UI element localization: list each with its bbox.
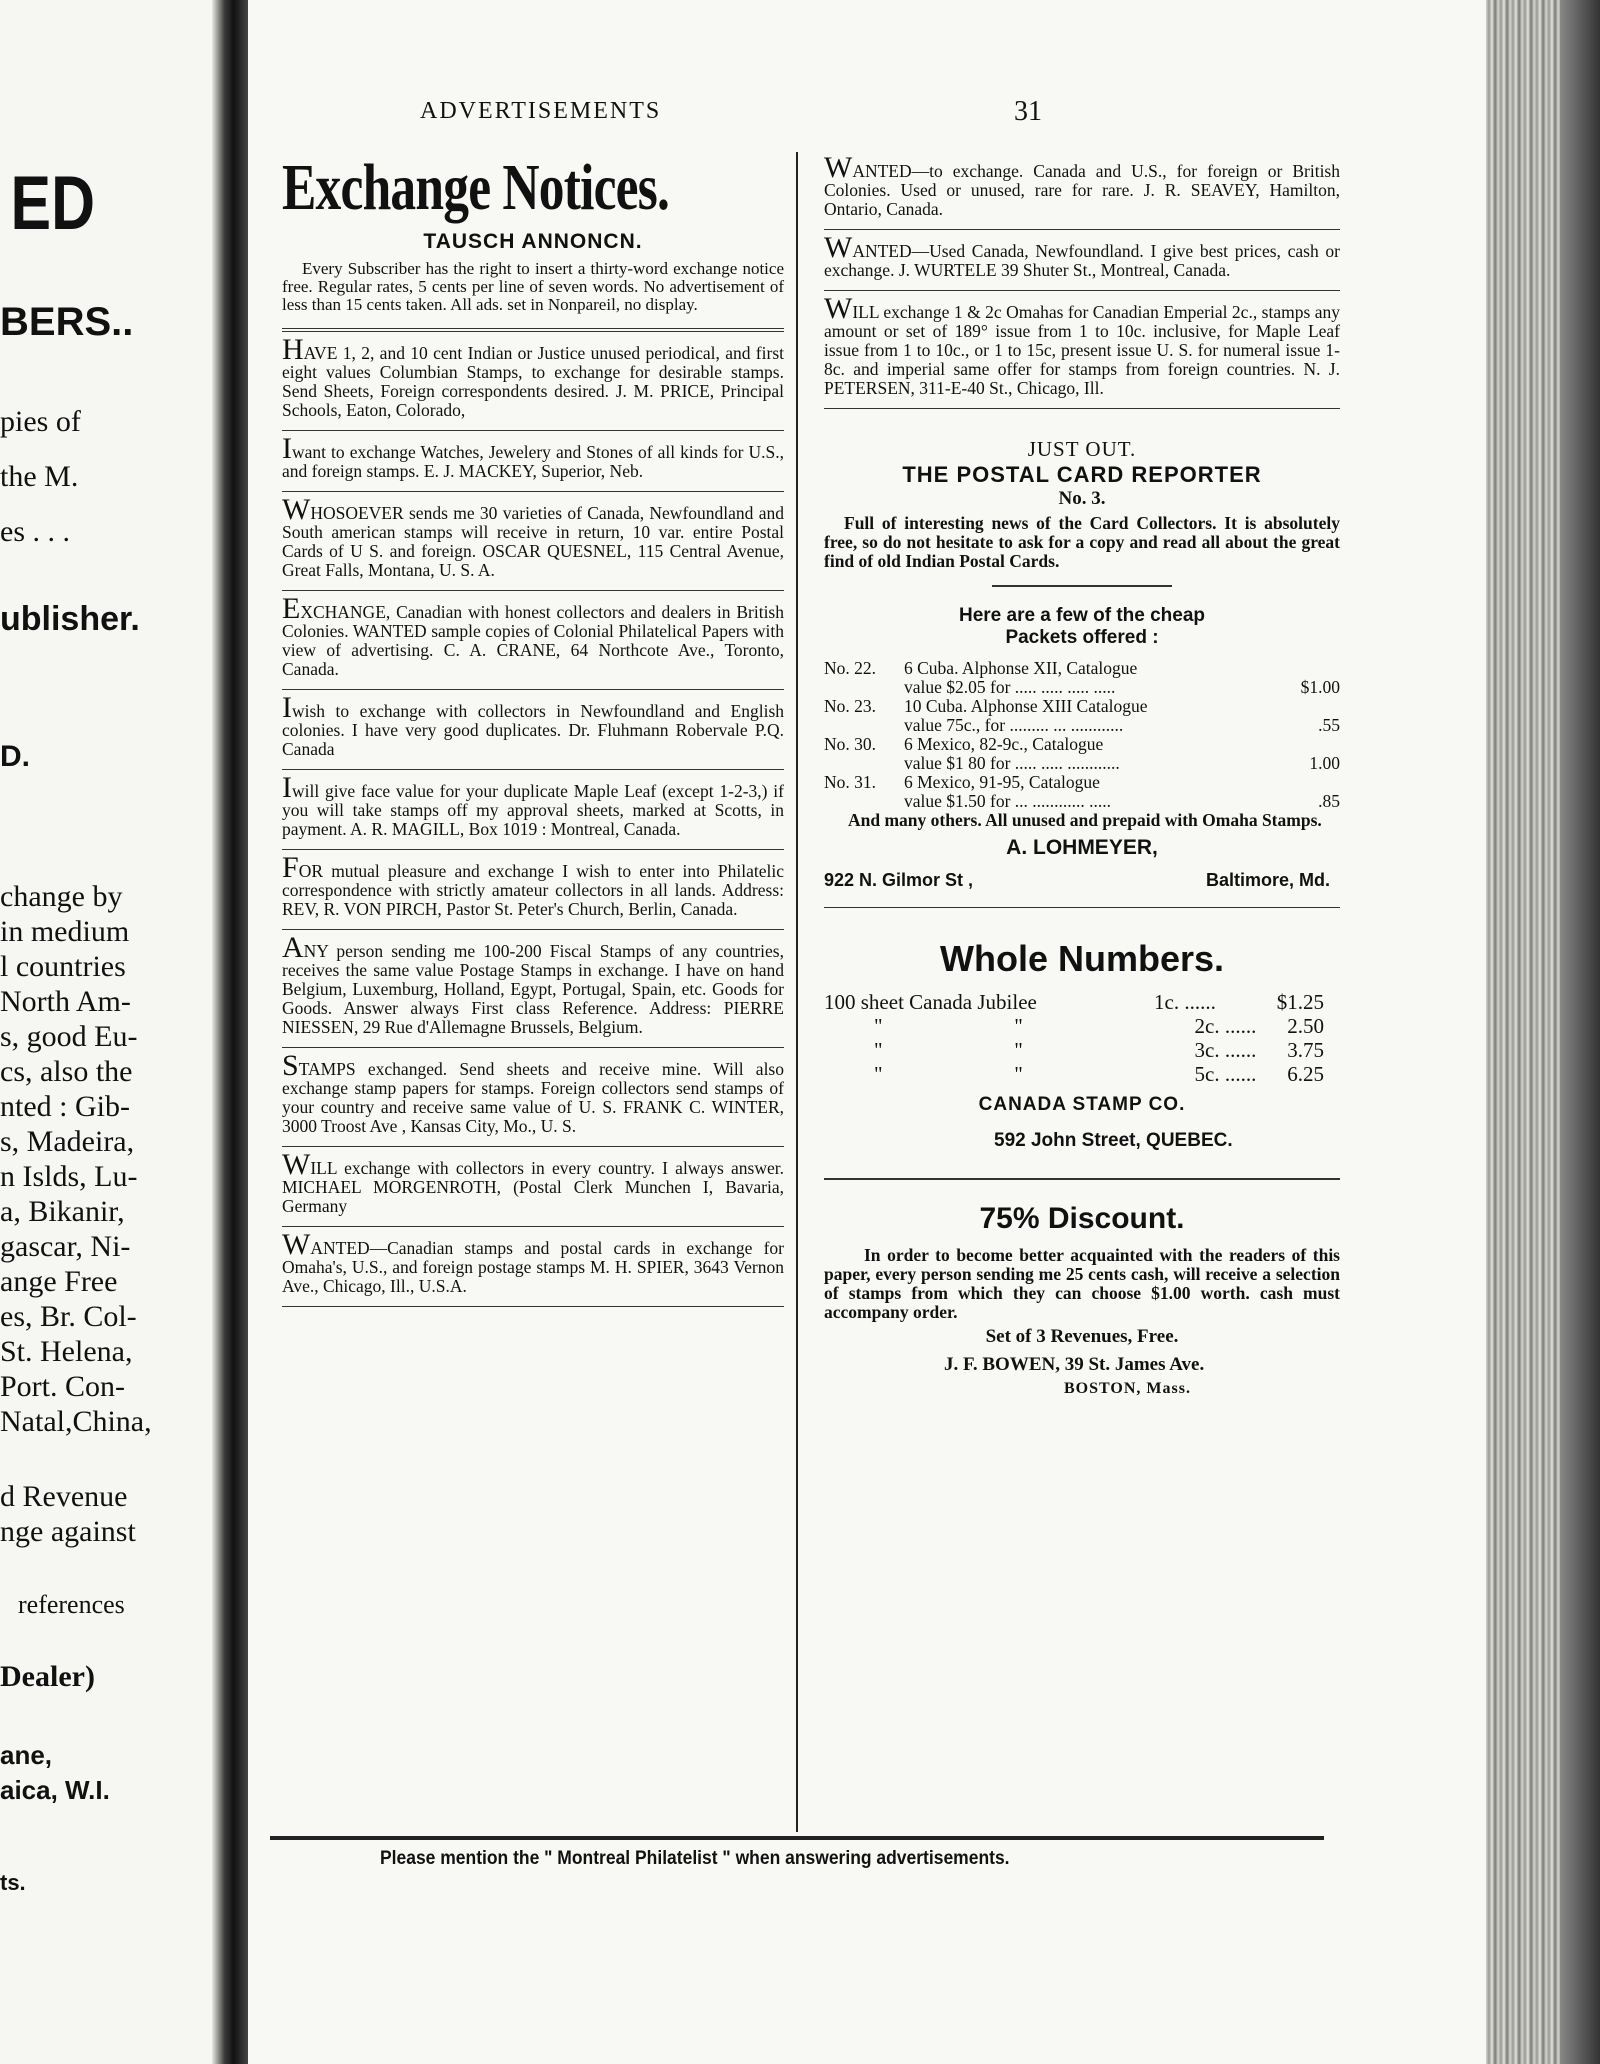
left-page-fragment: gascar, Ni- xyxy=(0,1230,131,1263)
packet-number: No. 30. xyxy=(824,733,877,754)
left-page-fragment: D. xyxy=(0,740,30,773)
left-page-fragment: BERS.. xyxy=(0,300,134,344)
left-page-fragment: the M. xyxy=(0,460,79,493)
lohmeyer-address-row xyxy=(824,870,1340,891)
whole-numbers-title: Whole Numbers. xyxy=(939,937,1225,979)
lohmeyer-name: A. LOHMEYER, xyxy=(1006,835,1158,859)
spacer xyxy=(824,716,904,735)
left-ad xyxy=(282,930,784,1048)
left-page-fragment: s, Madeira, xyxy=(0,1125,135,1158)
bowen-city: BOSTON, Mass. xyxy=(1064,1379,1191,1397)
packet-value-row xyxy=(824,678,1340,697)
left-page-fragment: St. Helena, xyxy=(0,1335,133,1368)
ad-initial-letter: A xyxy=(282,931,304,964)
ad-initial-letter: W xyxy=(824,231,853,264)
left-ad xyxy=(282,431,784,492)
column-divider xyxy=(796,152,798,1832)
packet-value: value $1 80 for ..... ..... ............ xyxy=(904,752,1120,773)
packet-price: .85 xyxy=(1318,790,1340,811)
running-header: ADVERTISEMENTS xyxy=(420,98,662,124)
ad-initial-letter: E xyxy=(282,592,301,625)
jubilee-price: 2.50 xyxy=(1287,1013,1324,1038)
bowen-name: J. F. BOWEN, 39 St. James Ave. xyxy=(944,1353,1205,1375)
exchange-notices-title: Exchange Notices. xyxy=(282,151,670,224)
left-page-fragment: s, good Eu- xyxy=(0,1020,138,1053)
ad-initial-letter: F xyxy=(282,851,299,884)
left-page-fragment: Dealer) xyxy=(0,1660,95,1693)
packet-price: $1.00 xyxy=(1300,676,1340,697)
left-page-fragment: Port. Con- xyxy=(0,1370,126,1403)
packet-price: .55 xyxy=(1318,714,1340,735)
ad-initial-letter: S xyxy=(282,1049,299,1082)
discount-ad xyxy=(824,1202,1340,1398)
jubilee-row xyxy=(824,990,1340,1014)
ad-text: ANTED—to exchange. Canada and U.S., for foreign or British Colonies. Used or unused, rare for rare. J. R. SEAVEY, Hamilton, Ontario, Canada. xyxy=(824,161,1340,219)
whole-numbers-ad xyxy=(824,938,1340,1180)
left-column xyxy=(282,150,784,1307)
lohmeyer-city: Baltimore, Md. xyxy=(1205,869,1330,890)
packets-list xyxy=(824,659,1340,811)
packet-value-row xyxy=(824,792,1340,811)
left-ad xyxy=(282,850,784,930)
left-page-fragment: nted : Gib- xyxy=(0,1090,130,1123)
ad-initial-letter: W xyxy=(824,151,853,184)
packet-value: value $1.50 for ... ............ ..... xyxy=(904,790,1112,811)
jubilee-price-list xyxy=(824,990,1340,1086)
left-ads-list xyxy=(282,332,784,1307)
packet-description: 6 Mexico, 91-95, Catalogue xyxy=(904,771,1100,792)
jubilee-value: 1c. ...... xyxy=(1154,989,1216,1014)
left-ad xyxy=(282,1147,784,1227)
left-page-fragment: in medium xyxy=(0,915,130,948)
jubilee-value: 5c. ...... xyxy=(1194,1061,1257,1086)
revenues-offer: Set of 3 Revenues, Free. xyxy=(985,1325,1179,1347)
jubilee-price: $1.25 xyxy=(1276,989,1324,1014)
ad-text: HOSOEVER sends me 30 varieties of Canada, Newfoundland and South american stamps will receive in return, 10 var. entire Postal Cards of U S. and foreign. OSCAR QUESNEL, 115 Central Avenue, Great Falls, Montana, U. S. A. xyxy=(282,503,784,580)
ad-text: want to exchange Watches, Jewelery and Stones of all kinds for U.S., and foreign stamps. E. J. MACKEY, Superior, Neb. xyxy=(282,442,784,481)
left-page-fragment: aica, W.I. xyxy=(0,1775,110,1805)
postal-card-reporter-ad xyxy=(824,409,1340,908)
postal-card-reporter-title: THE POSTAL CARD REPORTER xyxy=(902,462,1262,487)
left-page-fragment: ED xyxy=(10,161,96,246)
left-page-fragment: es . . . xyxy=(0,515,70,548)
left-facing-page xyxy=(0,0,212,2064)
left-page-fragment: es, Br. Col- xyxy=(0,1300,137,1333)
packet-description: 6 Cuba. Alphonse XII, Catalogue xyxy=(904,657,1138,678)
jubilee-value: 3c. ...... xyxy=(1194,1037,1257,1062)
left-page-fragment: Natal,China, xyxy=(0,1405,152,1438)
ad-text: ILL exchange with collectors in every country. I always answer. MICHAEL MORGENROTH, (Postal Clerk Munchen I, Bavaria, Germany xyxy=(282,1158,784,1216)
packet-number: No. 31. xyxy=(824,771,877,792)
just-out-heading: JUST OUT. xyxy=(1027,437,1137,461)
ad-text: ILL exchange 1 & 2c Omahas for Canadian Emperial 2c., stamps any amount or set of 189° issue from 1 to 10c. inclusive, for Maple Leaf issue from 1 to 10c., or 1 to 15c, present issue U. S. for numeral issue 1-8c. and imperial same offer for stamps from foreign countries. N. J. PETERSEN, 311-E-40 St., Chicago, Ill. xyxy=(824,302,1340,398)
left-page-fragment: ublisher. xyxy=(0,600,140,638)
packet-number: No. 22. xyxy=(824,657,877,678)
packet-value: value 75c., for ......... ... ............ xyxy=(904,714,1124,735)
book-cover-edge xyxy=(1560,0,1600,2064)
packets-closing: And many others. All unused and prepaid with Omaha Stamps. xyxy=(848,809,1322,830)
short-rule xyxy=(992,585,1172,587)
ad-text: wish to exchange with collectors in Newfoundland and English colonies. I have very good duplicates. Dr. Fluhmann Robervale P.Q. Canada xyxy=(282,701,784,759)
ad-initial-letter: I xyxy=(282,771,292,804)
ad-text: ANTED—Canadian stamps and postal cards in exchange for Omaha's, U.S., and foreign postage stamps M. H. SPIER, 3643 Vernon Ave., Chicago, Ill., U.S.A. xyxy=(282,1238,784,1296)
jubilee-item: " xyxy=(874,1013,883,1038)
ad-text: XCHANGE, Canadian with honest collectors and dealers in British Colonies. WANTED sample copies of Colonial Philatelical Papers with view of advertising. C. A. CRANE, 64 Northcote Ave., Toronto, Canada. xyxy=(282,602,784,679)
right-ad xyxy=(824,150,1340,230)
left-ad xyxy=(282,690,784,770)
left-page-fragment: ts. xyxy=(0,1870,26,1895)
packet-value: value $2.05 for ..... ..... ..... ..... xyxy=(904,676,1116,697)
ad-text: NY person sending me 100-200 Fiscal Stamps of any countries, receives the same value Postage Stamps in exchange. I have on hand Belgium, Luxemburg, Holland, Egypt, Portugal, Spain, etc. Goods for Goods. Answer always First class Reference. Address: PIERRE NIESSEN, 29 Rue d'Allemagne Brussels, Belgium. xyxy=(282,941,784,1037)
ad-text: AVE 1, 2, and 10 cent Indian or Justice unused periodical, and first eight values Columbian Stamps, to exchange for desirable stamps. Send Sheets, Foreign correspondents desired. J. M. PRICE, Principal Schools, Eaton, Colorado, xyxy=(282,343,784,420)
left-ad xyxy=(282,1227,784,1307)
jubilee-item: " xyxy=(874,1061,883,1086)
left-ad xyxy=(282,591,784,690)
canada-stamp-co: CANADA STAMP CO. xyxy=(978,1093,1186,1115)
left-ad xyxy=(282,1048,784,1147)
ad-initial-letter: I xyxy=(282,691,292,724)
issue-number: No. 3. xyxy=(1058,488,1106,509)
packet-description: 6 Mexico, 82-9c., Catalogue xyxy=(904,733,1104,754)
left-page-fragment: l countries xyxy=(0,950,126,983)
left-page-fragment: cs, also the xyxy=(0,1055,133,1088)
spacer xyxy=(824,754,904,773)
left-page-fragment: references xyxy=(18,1590,125,1619)
ad-text: ANTED—Used Canada, Newfoundland. I give best prices, cash or exchange. J. WURTELE 39 Shuter St., Montreal, Canada. xyxy=(824,241,1340,280)
left-page-fragment: a, Bikanir, xyxy=(0,1195,125,1228)
left-page-fragment: North Am- xyxy=(0,985,131,1018)
packet-number: No. 23. xyxy=(824,695,877,716)
jubilee-row xyxy=(824,1062,1340,1086)
left-ad xyxy=(282,492,784,591)
exchange-intro: Every Subscriber has the right to insert a thirty-word exchange notice free. Regular rates, 5 cents per line of seven words. No advertisement of less than 15 cents taken. All ads. set in Nonpareil, no display. xyxy=(282,260,784,332)
book-gutter xyxy=(212,0,248,2064)
page-number: 31 xyxy=(1014,96,1042,127)
left-page-fragment: n Islds, Lu- xyxy=(0,1160,138,1193)
jubilee-ditto: " xyxy=(1014,1037,1023,1062)
jubilee-price: 6.25 xyxy=(1287,1061,1324,1086)
left-page-fragment: pies of xyxy=(0,405,81,438)
left-page-fragment: nge against xyxy=(0,1515,136,1548)
jubilee-ditto: " xyxy=(1014,1061,1023,1086)
left-page-fragment: change by xyxy=(0,880,123,913)
ad-text: will give face value for your duplicate Maple Leaf (except 1-2-3,) if you will take stamps off my approval sheets, marked at Scotts, in payment. A. R. MAGILL, Box 1019 : Montreal, Canada. xyxy=(282,781,784,839)
footer-note: Please mention the " Montreal Philatelist " when answering advertisements. xyxy=(380,1848,1010,1869)
packet-row xyxy=(824,697,1340,716)
canada-stamp-address: 592 John Street, QUEBEC. xyxy=(994,1129,1233,1151)
jubilee-row xyxy=(824,1014,1340,1038)
packet-description: 10 Cuba. Alphonse XIII Catalogue xyxy=(904,695,1148,716)
right-ads-list xyxy=(824,150,1340,409)
packet-price: 1.00 xyxy=(1309,752,1340,773)
ad-initial-letter: W xyxy=(282,493,311,526)
right-ad xyxy=(824,291,1340,409)
jubilee-ditto: " xyxy=(1014,1013,1023,1038)
ad-text: OR mutual pleasure and exchange I wish to enter into Philatelic correspondence with strictly amateur collectors in all lands. Address: REV, R. VON PIRCH, Pastor St. Peter's Church, Berlin, Canada. xyxy=(282,861,784,919)
ad-initial-letter: H xyxy=(282,333,304,366)
left-ad xyxy=(282,770,784,850)
packet-row xyxy=(824,659,1340,678)
right-column xyxy=(824,150,1340,1398)
left-page-fragment: ange Free xyxy=(0,1265,118,1298)
ad-initial-letter: W xyxy=(282,1148,311,1181)
ad-text: TAMPS exchanged. Send sheets and receive mine. Will also exchange stamp papers for stamps. Foreign collectors send stamps of your country and receive same value of U. S. FRANK C. WINTER, 3000 Troost Ave , Kansas City, Mo., U. S. xyxy=(282,1059,784,1136)
packet-row xyxy=(824,773,1340,792)
jubilee-item: " xyxy=(874,1037,883,1062)
packet-value-row xyxy=(824,716,1340,735)
right-ad xyxy=(824,230,1340,291)
ad-initial-letter: W xyxy=(282,1228,311,1261)
jubilee-value: 2c. ...... xyxy=(1194,1013,1257,1038)
spacer xyxy=(824,678,904,697)
discount-body: In order to become better acquainted with the readers of this paper, every person sending me 25 cents cash, will receive a selection of stamps from which they can choose $1.00 worth. cash must accompany order. xyxy=(824,1244,1340,1322)
left-ad xyxy=(282,332,784,431)
postal-body: Full of interesting news of the Card Collectors. It is absolutely free, so do not hesitate to ask for a copy and read all about the great find of old Indian Postal Cards. xyxy=(824,513,1340,571)
tausch-subtitle: TAUSCH ANNONCN. xyxy=(423,230,643,253)
jubilee-price: 3.75 xyxy=(1287,1037,1324,1062)
ad-initial-letter: W xyxy=(824,292,853,325)
discount-title: 75% Discount. xyxy=(979,1201,1185,1235)
left-page-fragment: d Revenue xyxy=(0,1480,128,1513)
packets-heading-2: Packets offered : xyxy=(1005,626,1159,648)
left-page-fragment: ane, xyxy=(0,1740,53,1770)
packet-row xyxy=(824,735,1340,754)
jubilee-row xyxy=(824,1038,1340,1062)
ad-initial-letter: I xyxy=(282,432,292,465)
spacer xyxy=(824,792,904,811)
packet-value-row xyxy=(824,754,1340,773)
lohmeyer-address: 922 N. Gilmor St , xyxy=(824,869,974,890)
packets-heading-1: Here are a few of the cheap xyxy=(958,604,1206,626)
jubilee-item: 100 sheet Canada Jubilee xyxy=(824,989,1037,1014)
bottom-rule xyxy=(270,1836,1324,1840)
